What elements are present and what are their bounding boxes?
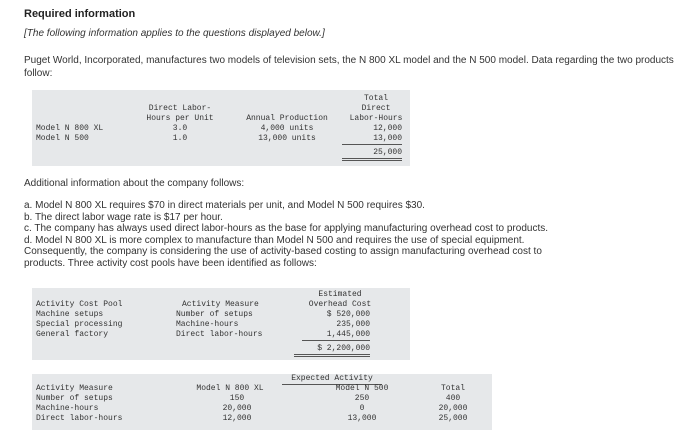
row-total: 12,000	[373, 124, 402, 133]
col-header-total-3: Labor-Hours	[349, 114, 403, 123]
row-measure: Direct labor-hours	[36, 414, 123, 423]
col-header-total: Total	[440, 384, 465, 393]
col-header-labor-hours-1: Direct Labor-	[148, 104, 212, 113]
row-n800: 150	[229, 394, 245, 403]
col-header-pool: Activity Cost Pool	[36, 300, 123, 309]
instruction-note: [The following information applies to the questions displayed below.]	[24, 28, 325, 39]
row-hours: 3.0	[172, 124, 188, 133]
list-item: c. The company has always used direct labor-hours as the base for applying manufacturing overhead cost to products.	[24, 223, 548, 234]
row-measure: Number of setups	[176, 310, 253, 319]
product-data-table	[32, 90, 410, 166]
col-header-measure: Activity Measure	[36, 384, 113, 393]
col-header-estimated: Estimated	[318, 290, 362, 299]
row-total: 25,000	[438, 414, 468, 423]
row-n800: 12,000	[222, 414, 252, 423]
list-item: Consequently, the company is considering the use of activity-based costing to assign manufacturing overhead cost to	[24, 246, 542, 257]
list-item: products. Three activity cost pools have been identified as follows:	[24, 257, 317, 269]
row-cost: 235,000	[336, 320, 370, 329]
col-header-total-1: Total	[363, 94, 388, 103]
row-n800: 20,000	[222, 404, 252, 413]
col-header-total-2: Direct	[361, 104, 391, 113]
col-header-expected-activity: Expected Activity	[282, 374, 382, 385]
expected-activity-table	[32, 374, 492, 430]
row-pool: Machine setups	[36, 310, 104, 319]
row-production: 4,000 units	[260, 124, 314, 133]
page-title: Required information	[24, 8, 136, 20]
row-cost: 1,445,000	[302, 330, 370, 341]
row-n500: 0	[359, 404, 365, 413]
row-measure: Machine-hours	[176, 320, 239, 329]
row-hours: 1.0	[172, 134, 188, 143]
row-total: 13,000	[342, 134, 402, 145]
col-header-overhead-cost: Overhead Cost	[308, 300, 372, 309]
cost-total: $ 2,200,000	[294, 344, 370, 357]
col-header-labor-hours-2: Hours per Unit	[146, 114, 214, 123]
col-header-n500: Model N 500	[335, 384, 389, 393]
row-measure: Direct labor-hours	[176, 330, 263, 339]
row-model-name: Model N 800 XL	[36, 124, 104, 133]
row-cost: $ 520,000	[326, 310, 370, 319]
row-n500: 250	[354, 394, 370, 403]
additional-info-lead: Additional information about the company follows:	[24, 178, 245, 189]
row-total: 20,000	[438, 404, 468, 413]
col-header-production: Annual Production	[246, 114, 328, 123]
row-pool: General factory	[36, 330, 109, 339]
col-header-n800: Model N 800 XL	[196, 384, 264, 393]
row-model-name: Model N 500	[36, 134, 89, 143]
list-item: d. Model N 800 XL is more complex to manufacture than Model N 500 and requires the use of special equipment.	[24, 234, 525, 246]
row-total: 400	[445, 394, 461, 403]
list-item: a. Model N 800 XL requires $70 in direct materials per unit, and Model N 500 requires $30.	[24, 200, 425, 211]
col-header-measure: Activity Measure	[182, 300, 259, 309]
intro-paragraph: Puget World, Incorporated, manufactures two models of television sets, the N 800 XL model and the N 500 model. Data regarding the two products follow:	[24, 55, 674, 79]
list-item: b. The direct labor wage rate is $17 per hour.	[24, 211, 223, 223]
row-measure: Machine-hours	[36, 404, 99, 413]
additional-info-list	[24, 200, 674, 269]
row-production: 13,000 units	[258, 134, 316, 143]
row-pool: Special processing	[36, 320, 123, 329]
row-n500: 13,000	[347, 414, 377, 423]
cost-pool-table	[32, 288, 410, 360]
grand-total: 25,000	[342, 148, 402, 161]
row-measure: Number of setups	[36, 394, 113, 403]
